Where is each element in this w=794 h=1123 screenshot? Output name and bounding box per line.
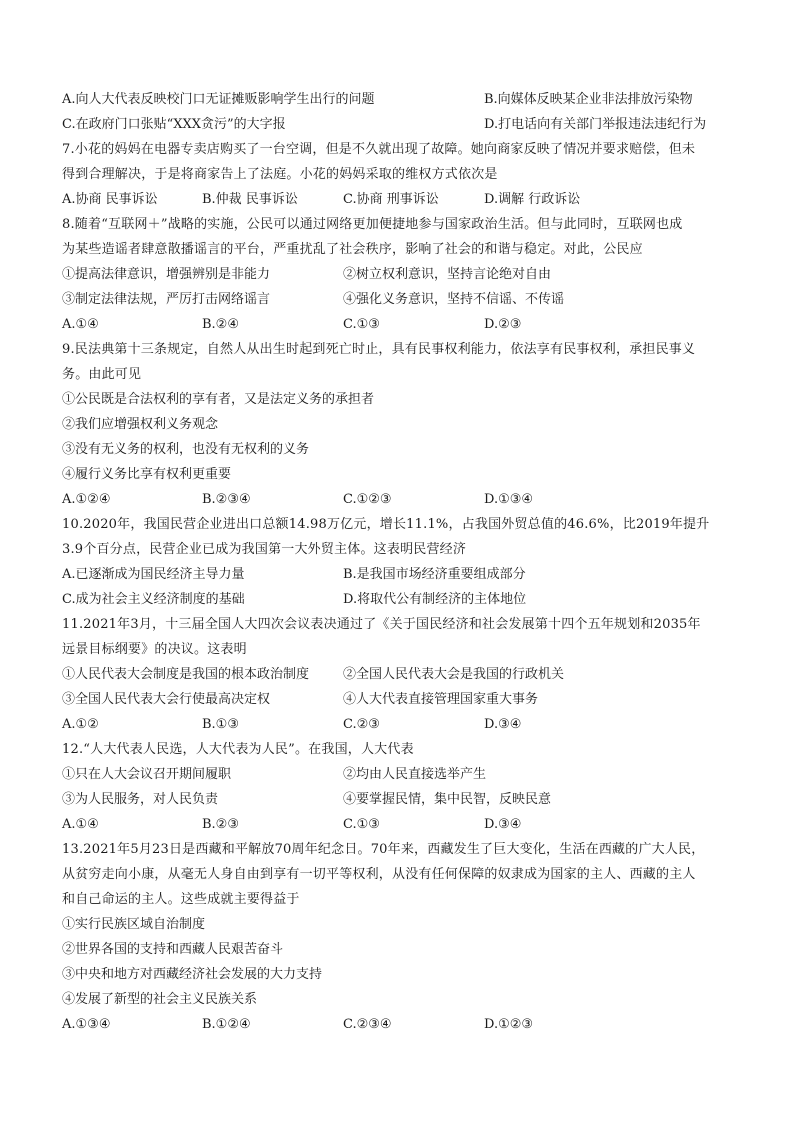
- q8-option-b: B.②④: [202, 317, 239, 332]
- q8-item-4: ④强化义务意识，坚持不信谣、不传谣: [343, 292, 565, 307]
- q9-option-b: B.②③④: [202, 492, 251, 507]
- q10-stem-line-1: 10.2020年，我国民营企业进出口总额14.98万亿元，增长11.1%，占我国外贸总值的46.6%，比2019年提升: [62, 517, 710, 532]
- q9-item-3: ③没有无义务的权利，也没有无权利的义务: [62, 442, 310, 457]
- q8-option-c: C.①③: [343, 317, 380, 332]
- q9-item-2: ②我们应增强权利义务观念: [62, 417, 219, 432]
- q12-stem-line-1: 12.“人大代表人民选，人大代表为人民”。在我国，人大代表: [62, 742, 414, 757]
- q9-option-d: D.①③④: [484, 492, 534, 507]
- q13-stem-line-1: 13.2021年5月23日是西藏和平解放70周年纪念日。70年来，西藏发生了巨大变化，生活在西藏的广大人民，: [62, 842, 705, 857]
- q11-option-b: B.①③: [202, 717, 239, 732]
- q11-item-4: ④人大代表直接管理国家重大事务: [343, 692, 539, 707]
- q12-item-1: ①只在人大会议召开期间履职: [62, 767, 232, 782]
- q13-item-1: ①实行民族区域自治制度: [62, 917, 206, 932]
- q13-stem-line-2: 从贫穷走向小康，从毫无人身自由到享有一切平等权利，从没有任何保障的奴隶成为国家的主人、西藏的主人: [62, 867, 696, 882]
- q6-option-a: A.向人大代表反映校门口无证摊贩影响学生出行的问题: [62, 92, 375, 107]
- q11-item-2: ②全国人民代表大会是我国的行政机关: [343, 667, 565, 682]
- q9-stem-line-1: 9.民法典第十三条规定，自然人从出生时起到死亡时止，具有民事权利能力，依法享有民事权利，承担民事义: [62, 342, 696, 357]
- q8-stem-line-1: 8.随着“互联网＋”战略的实施，公民可以通过网络更加便捷地参与国家政治生活。但与此同时，互联网也成: [62, 217, 683, 232]
- q9-item-1: ①公民既是合法权利的享有者，又是法定义务的承担者: [62, 392, 375, 407]
- q12-option-c: C.①③: [343, 817, 380, 832]
- q13-item-3: ③中央和地方对西藏经济社会发展的大力支持: [62, 967, 323, 982]
- q13-option-c: C.②③④: [343, 1017, 392, 1032]
- q10-stem-line-2: 3.9个百分点，民营企业已成为我国第一大外贸主体。这表明民营经济: [62, 542, 467, 557]
- q7-option-b: B.仲裁 民事诉讼: [202, 192, 298, 207]
- q8-option-a: A.①④: [62, 317, 99, 332]
- q12-option-d: D.③④: [484, 817, 522, 832]
- q11-option-d: D.③④: [484, 717, 522, 732]
- q10-option-a: A.已逐渐成为国民经济主导力量: [62, 567, 245, 582]
- q10-option-b: B.是我国市场经济重要组成部分: [343, 567, 526, 582]
- q12-item-4: ④要掌握民情，集中民智，反映民意: [343, 792, 552, 807]
- q13-option-a: A.①③④: [62, 1017, 111, 1032]
- q7-option-d: D.调解 行政诉讼: [484, 192, 581, 207]
- q7-stem-line-2: 得到合理解决，于是将商家告上了法庭。小花的妈妈采取的维权方式依次是: [62, 167, 498, 182]
- q7-option-a: A.协商 民事诉讼: [62, 192, 158, 207]
- q11-stem-line-2: 远景目标纲要》的决议。这表明: [62, 642, 247, 657]
- q11-stem-line-1: 11.2021年3月，十三届全国人大四次会议表决通过了《关于国民经济和社会发展第十四个五年规划和2035年: [62, 617, 701, 632]
- q8-option-d: D.②③: [484, 317, 522, 332]
- q6-option-c: C.在政府门口张贴“XXX贪污”的大字报: [62, 117, 286, 132]
- q11-option-c: C.②③: [343, 717, 380, 732]
- q9-option-c: C.①②③: [343, 492, 392, 507]
- q8-item-1: ①提高法律意识，增强辨别是非能力: [62, 267, 271, 282]
- q12-item-2: ②均由人民直接选举产生: [343, 767, 487, 782]
- q13-option-b: B.①②④: [202, 1017, 251, 1032]
- q13-item-2: ②世界各国的支持和西藏人民艰苦奋斗: [62, 942, 284, 957]
- q10-option-c: C.成为社会主义经济制度的基础: [62, 592, 245, 607]
- q9-stem-line-2: 务。由此可见: [62, 367, 142, 382]
- q13-stem-line-3: 和自己命运的主人。这些成就主要得益于: [62, 892, 300, 907]
- q12-item-3: ③为人民服务，对人民负责: [62, 792, 219, 807]
- q10-option-d: D.将取代公有制经济的主体地位: [343, 592, 527, 607]
- q11-item-1: ①人民代表大会制度是我国的根本政治制度: [62, 667, 310, 682]
- q9-option-a: A.①②④: [62, 492, 111, 507]
- q11-option-a: A.①②: [62, 717, 99, 732]
- q9-item-4: ④履行义务比享有权利更重要: [62, 467, 232, 482]
- q12-option-b: B.②③: [202, 817, 239, 832]
- q12-option-a: A.①④: [62, 817, 99, 832]
- q7-stem-line-1: 7.小花的妈妈在电器专卖店购买了一台空调，但是不久就出现了故障。她向商家反映了情况并要求赔偿，但未: [62, 142, 696, 157]
- q7-option-c: C.协商 刑事诉讼: [343, 192, 439, 207]
- q8-stem-line-2: 为某些造谣者肆意散播谣言的平台，严重扰乱了社会秩序，影响了社会的和谐与稳定。对此，公民应: [62, 242, 643, 257]
- q8-item-2: ②树立权利意识，坚持言论绝对自由: [343, 267, 552, 282]
- q13-item-4: ④发展了新型的社会主义民族关系: [62, 992, 258, 1007]
- q6-option-b: B.向媒体反映某企业非法排放污染物: [484, 92, 693, 107]
- q6-option-d: D.打电话向有关部门举报违法违纪行为: [484, 117, 707, 132]
- q11-item-3: ③全国人民代表大会行使最高决定权: [62, 692, 271, 707]
- q8-item-3: ③制定法律法规，严厉打击网络谣言: [62, 292, 271, 307]
- q13-option-d: D.①②③: [484, 1017, 534, 1032]
